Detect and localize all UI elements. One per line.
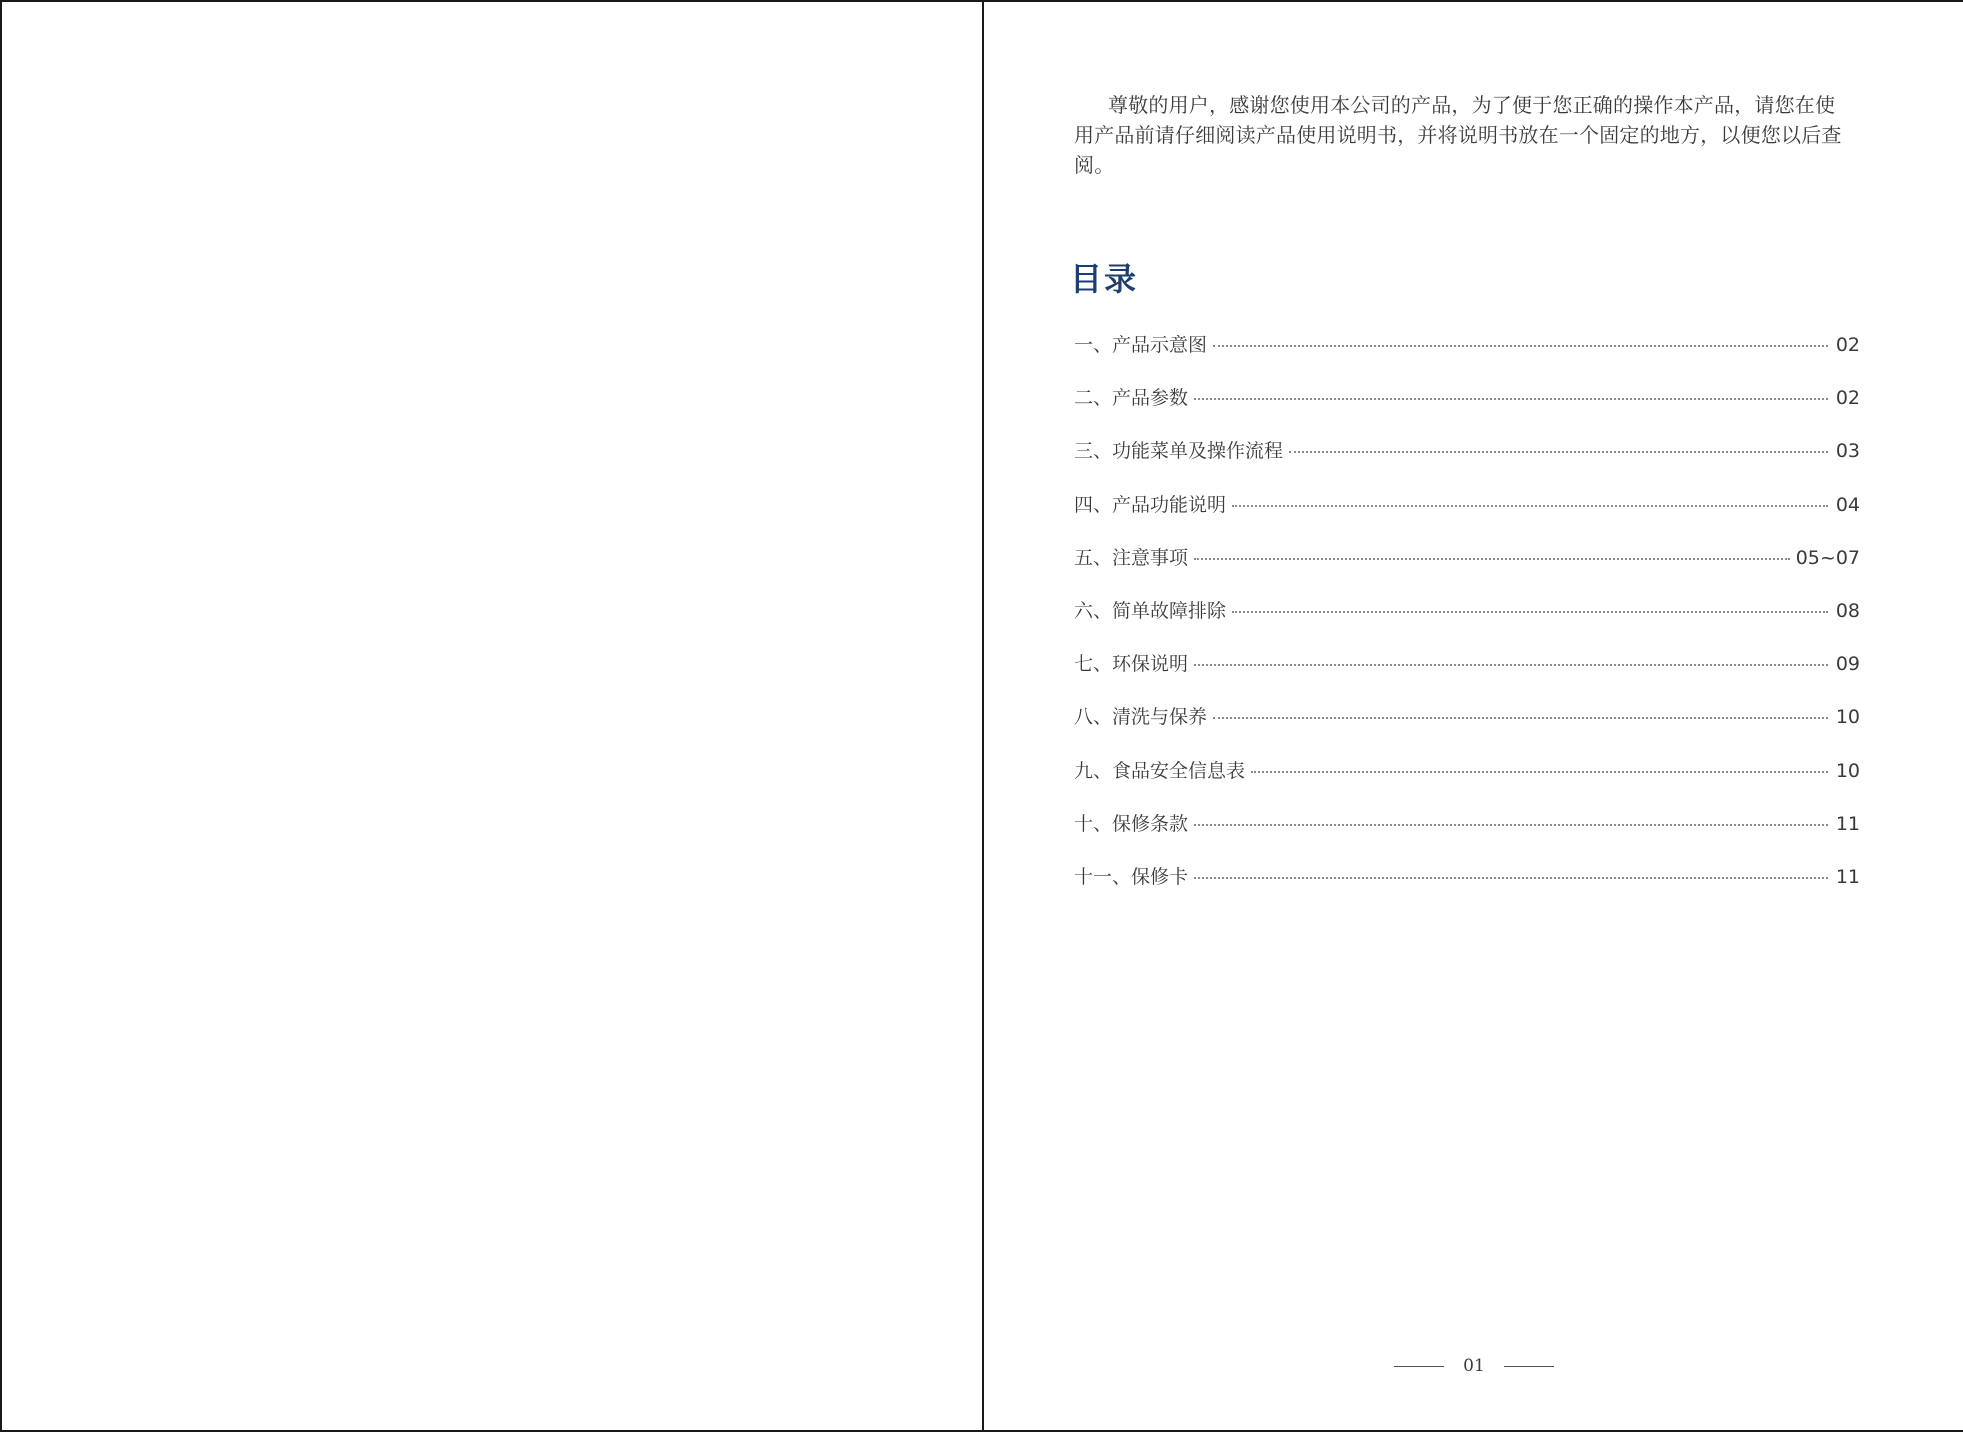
toc-item-label: 七、环保说明 <box>1074 653 1189 676</box>
footer-rule-right <box>1504 1366 1554 1367</box>
toc-item-label: 四、产品功能说明 <box>1074 493 1227 516</box>
left-page-blank <box>2 2 982 1430</box>
table-of-contents <box>1074 330 1860 915</box>
page-footer <box>1394 1356 1554 1376</box>
toc-item-function-description[interactable] <box>1074 490 1860 543</box>
toc-leader-dots <box>1213 345 1828 347</box>
toc-item-label: 五、注意事项 <box>1074 546 1189 569</box>
toc-item-label: 十一、保修卡 <box>1074 865 1189 888</box>
page-number: 01 <box>1463 1356 1485 1376</box>
toc-item-page: 11 <box>1835 865 1860 888</box>
toc-item-cleaning[interactable] <box>1074 702 1860 755</box>
toc-item-page: 09 <box>1835 653 1860 676</box>
toc-leader-dots <box>1232 505 1828 507</box>
toc-item-label: 六、简单故障排除 <box>1074 599 1227 622</box>
toc-item-environmental[interactable] <box>1074 649 1860 702</box>
toc-item-label: 三、功能菜单及操作流程 <box>1074 440 1284 463</box>
toc-item-page: 10 <box>1835 706 1860 729</box>
toc-item-warranty-terms[interactable] <box>1074 809 1860 862</box>
toc-leader-dots <box>1194 398 1828 400</box>
toc-item-label: 十、保修条款 <box>1074 812 1189 835</box>
toc-item-page: 03 <box>1835 440 1860 463</box>
toc-leader-dots <box>1289 451 1828 453</box>
toc-item-product-diagram[interactable] <box>1074 330 1860 383</box>
toc-item-page: 10 <box>1835 759 1860 782</box>
toc-item-page: 04 <box>1835 493 1860 516</box>
toc-leader-dots <box>1194 558 1790 560</box>
toc-leader-dots <box>1232 611 1828 613</box>
toc-item-label: 八、清洗与保养 <box>1074 706 1208 729</box>
toc-item-troubleshooting[interactable] <box>1074 596 1860 649</box>
toc-leader-dots <box>1213 717 1828 719</box>
toc-item-function-menu[interactable] <box>1074 436 1860 489</box>
intro-paragraph: 尊敬的用户，感谢您使用本公司的产品，为了便于您正确的操作本产品，请您在使用产品前请仔细阅读产品使用说明书，并将说明书放在一个固定的地方，以便您以后查阅。 <box>1074 93 1842 177</box>
toc-item-label: 二、产品参数 <box>1074 387 1189 410</box>
toc-title: 目录 <box>1070 260 1139 298</box>
right-page <box>984 2 1963 1430</box>
toc-item-page: 02 <box>1835 387 1860 410</box>
toc-item-precautions[interactable] <box>1074 543 1860 596</box>
toc-item-label: 九、食品安全信息表 <box>1074 759 1246 782</box>
toc-leader-dots <box>1194 877 1828 879</box>
toc-item-food-safety[interactable] <box>1074 756 1860 809</box>
toc-item-warranty-card[interactable] <box>1074 862 1860 915</box>
toc-item-page: 02 <box>1835 334 1860 356</box>
toc-item-page: 05~07 <box>1795 546 1860 569</box>
toc-item-page: 08 <box>1835 599 1860 622</box>
toc-leader-dots <box>1194 824 1828 826</box>
toc-item-product-parameters[interactable] <box>1074 383 1860 436</box>
toc-item-page: 11 <box>1835 812 1860 835</box>
footer-rule-left <box>1394 1366 1444 1367</box>
toc-leader-dots <box>1251 771 1828 773</box>
toc-item-label: 一、产品示意图 <box>1074 334 1208 356</box>
toc-leader-dots <box>1194 664 1828 666</box>
